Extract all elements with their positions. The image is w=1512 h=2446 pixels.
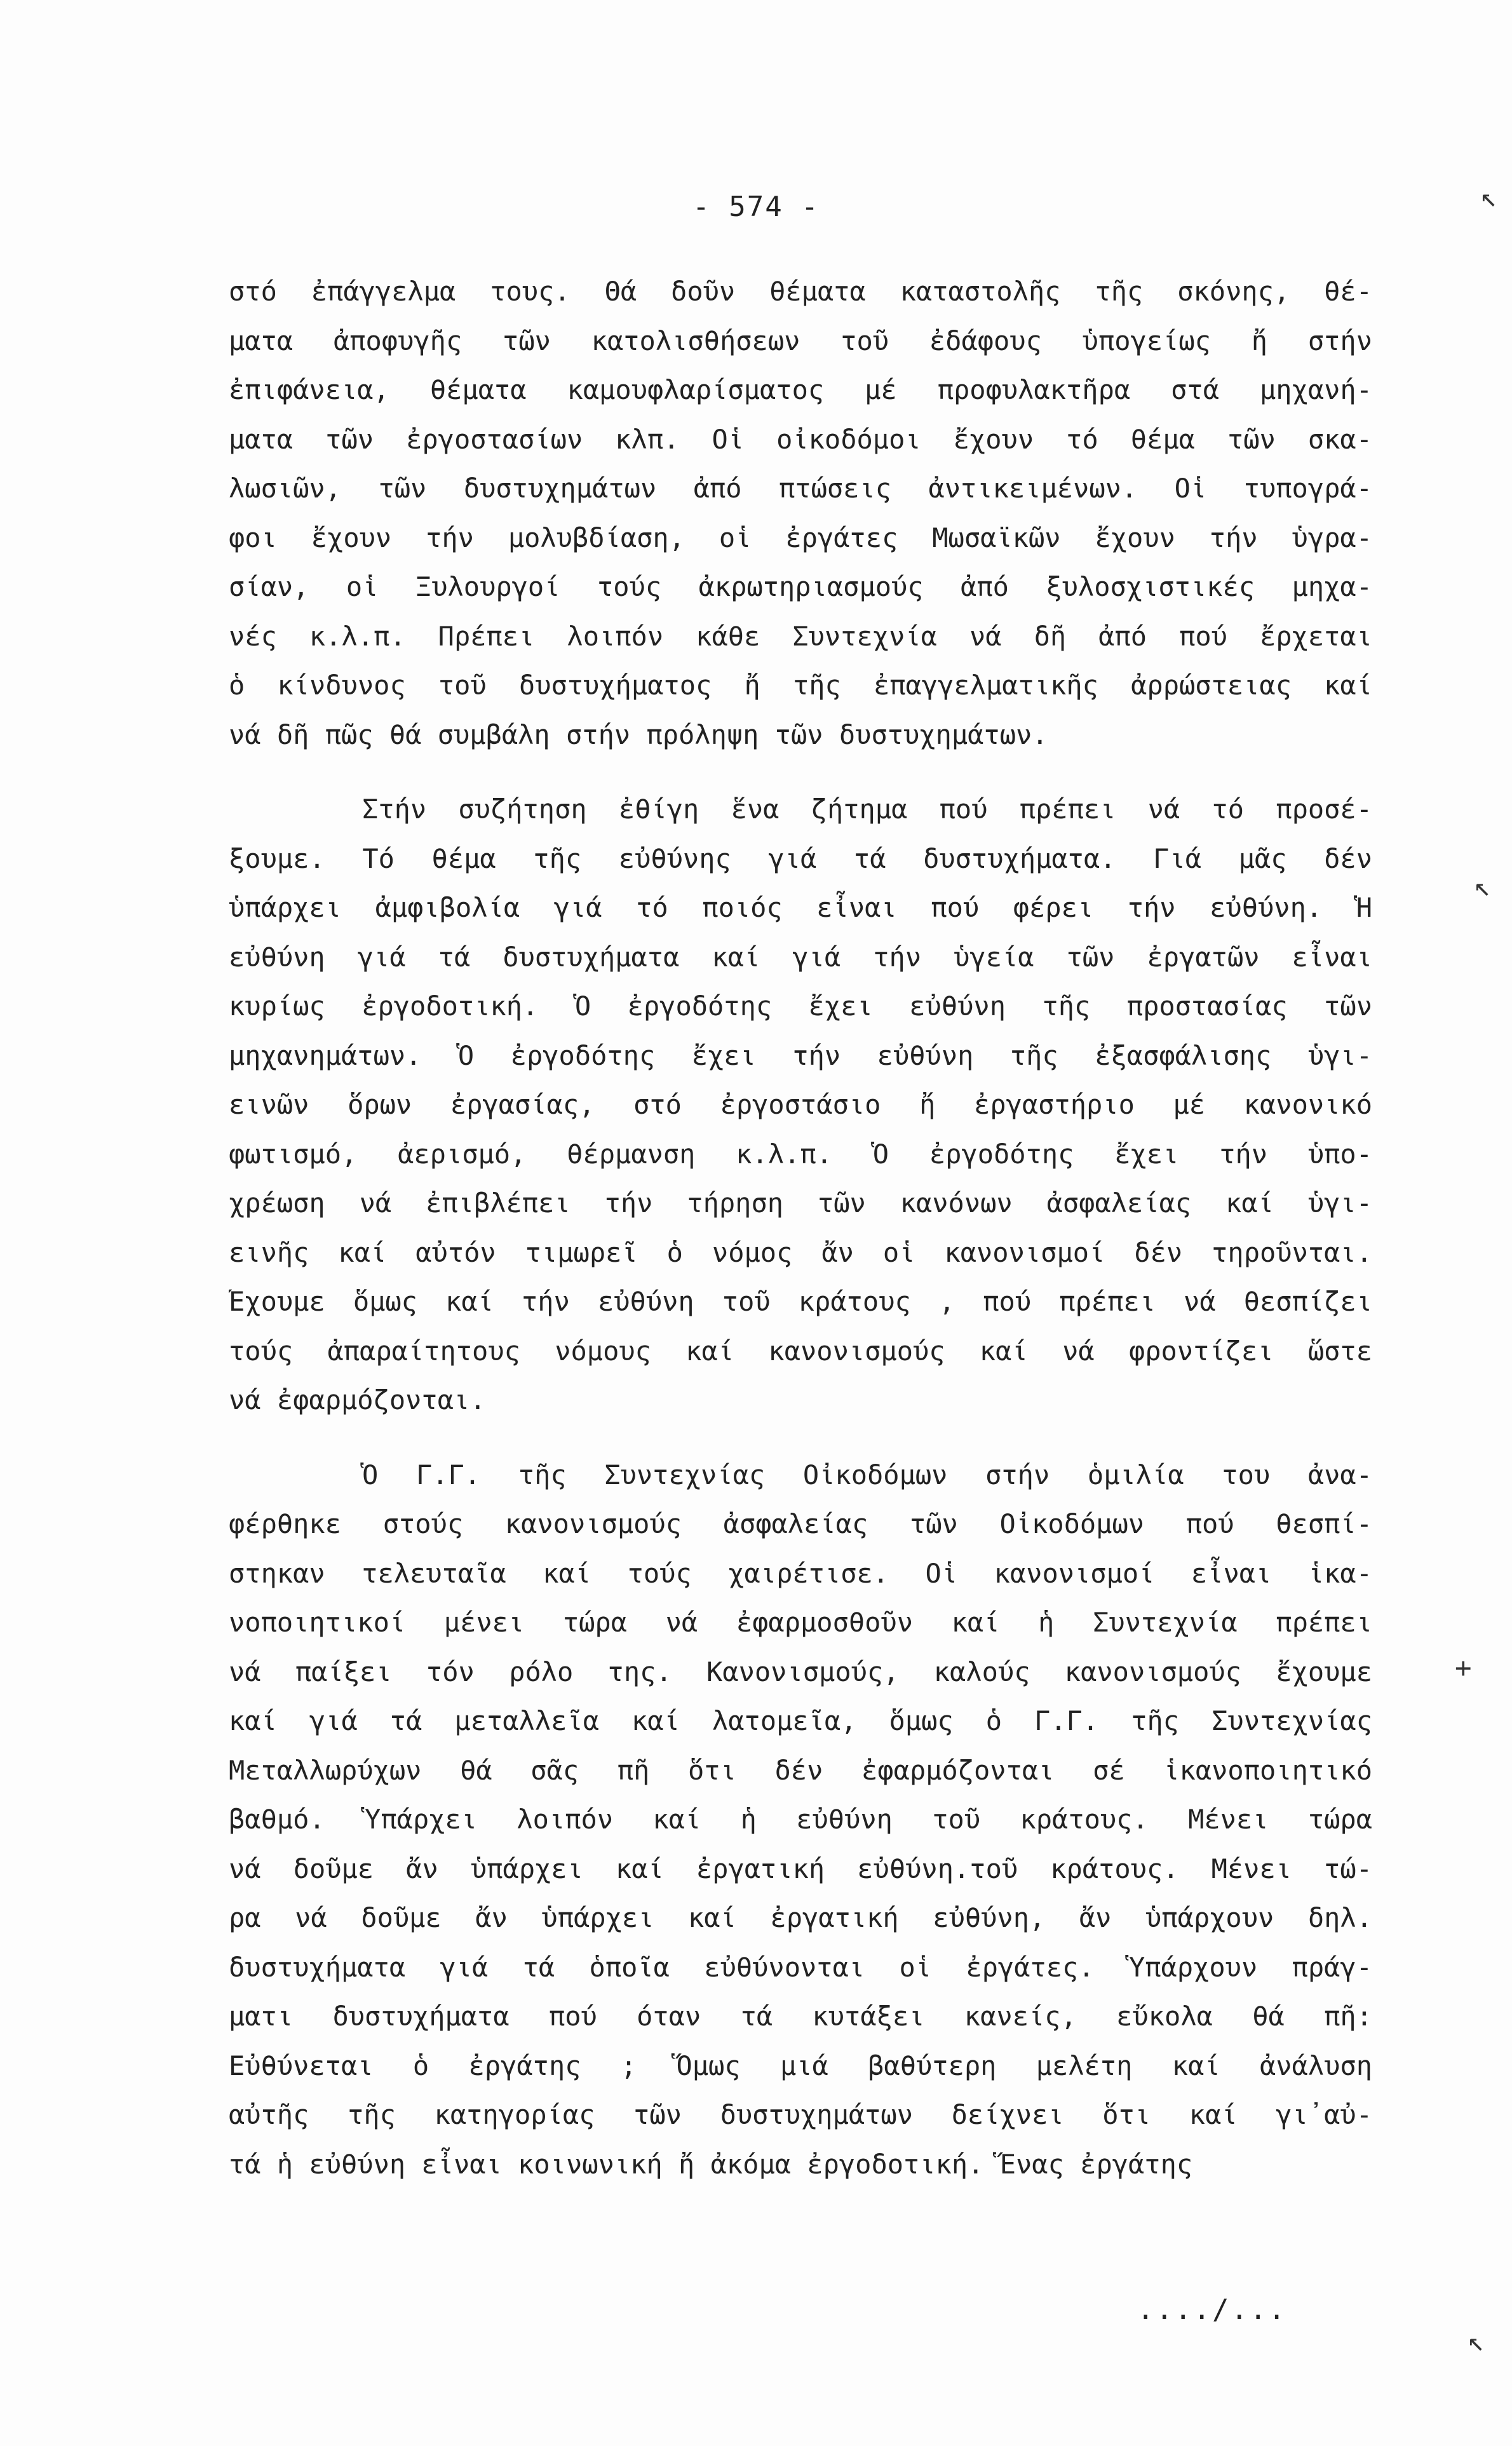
text-line: στηκαν τελευταῖα καί τούς χαιρέτισε. Οἱ κανονισμοί εἶναι ἱκα- <box>229 1557 1372 1589</box>
margin-mark: ↖ <box>1480 181 1497 213</box>
text-line: φοι ἔχουν τήν μολυβδίαση, οἱ ἐργάτες Μωσαϊκῶν ἔχουν τήν ὑγρα- <box>229 522 1372 553</box>
text-line: φωτισμό, ἀερισμό, θέρμανση κ.λ.π. Ὁ ἐργοδότης ἔχει τήν ὑπο- <box>229 1138 1372 1170</box>
text-line: νοποιητικοί μένει τώρα νά ἐφαρμοσθοῦν καί ἡ Συντεχνία πρέπει <box>229 1607 1372 1638</box>
text-line: αὐτῆς τῆς κατηγορίας τῶν δυστυχημάτων δείχνει ὅτι καί γι᾽αὐ- <box>229 2099 1372 2130</box>
text-line: τούς ἀπαραίτητους νόμους καί κανονισμούς καί νά φροντίζει ὥστε <box>229 1335 1372 1367</box>
text-line: στό ἐπάγγελμα τους. Θά δοῦν θέματα καταστολῆς τῆς σκόνης, θέ- <box>229 276 1372 307</box>
margin-mark: ↖ <box>1474 870 1491 903</box>
text-line: Μεταλλωρύχων θά σᾶς πῆ ὅτι δέν ἐφαρμόζονται σέ ἱκανοποιητικό <box>229 1754 1372 1786</box>
text-line: νά δῆ πῶς θά συμβάλη στήν πρόληψη τῶν δυστυχημάτων. <box>229 719 1048 750</box>
text-line: ματα ἀποφυγῆς τῶν κατολισθήσεων τοῦ ἐδάφους ὑπογείως ἤ στήν <box>229 325 1372 356</box>
text-line: νά δοῦμε ἄν ὑπάρχει καί ἐργατική εὐθύνη.τοῦ κράτους. Μένει τώ- <box>229 1853 1372 1884</box>
text-line: τά ἡ εὐθύνη εἶναι κοινωνική ἤ ἀκόμα ἐργοδοτική. Ἕνας ἐργάτης <box>229 2148 1193 2180</box>
text-line: εὐθύνη γιά τά δυστυχήματα καί γιά τήν ὑγεία τῶν ἐργατῶν εἶναι <box>229 941 1372 973</box>
text-line: δυστυχήματα γιά τά ὁποῖα εὐθύνονται οἱ ἐργάτες. Ὑπάρχουν πράγ- <box>229 1951 1372 1983</box>
text-line: Ἔχουμε ὅμως καί τήν εὐθύνη τοῦ κράτους , πού πρέπει νά θεσπίζει <box>229 1286 1372 1317</box>
margin-mark: ↖ <box>1468 2325 1485 2358</box>
text-line: ὁ κίνδυνος τοῦ δυστυχήματος ἤ τῆς ἐπαγγελματικῆς ἀρρώστειας καί <box>229 670 1372 701</box>
text-line: ὑπάρχει ἀμφιβολία γιά τό ποιός εἶναι πού φέρει τήν εὐθύνη. Ἡ <box>229 892 1372 923</box>
body-text <box>229 267 1372 2189</box>
continuation-marker: ..../... <box>1137 2294 1287 2326</box>
text-line: μηχανημάτων. Ὁ ἐργοδότης ἔχει τήν εὐθύνη τῆς ἐξασφάλισης ὑγι- <box>229 1039 1372 1071</box>
text-line: βαθμό. Ὑπάρχει λοιπόν καί ἡ εὐθύνη τοῦ κράτους. Μένει τώρα <box>229 1804 1372 1835</box>
paragraph <box>229 267 1372 759</box>
text-line: ματα τῶν ἐργοστασίων κλπ. Οἱ οἰκοδόμοι ἔχουν τό θέμα τῶν σκα- <box>229 423 1372 455</box>
text-line: νά παίξει τόν ρόλο της. Κανονισμούς, καλούς κανονισμούς ἔχουμε <box>229 1656 1372 1687</box>
text-line: κυρίως ἐργοδοτική. Ὁ ἐργοδότης ἔχει εὐθύνη τῆς προστασίας τῶν <box>229 990 1372 1022</box>
text-line: εινῆς καί αὐτόν τιμωρεῖ ὁ νόμος ἄν οἱ κανονισμοί δέν τηροῦνται. <box>229 1236 1372 1268</box>
text-line: νά ἐφαρμόζονται. <box>229 1384 486 1416</box>
text-line: ματι δυστυχήματα πού όταν τά κυτάξει κανείς, εὔκολα θά πῆ: <box>229 2001 1372 2032</box>
text-line: εινῶν ὅρων ἐργασίας, στό ἐργοστάσιο ἤ ἐργαστήριο μέ κανονικό <box>229 1089 1372 1120</box>
text-line: Στήν συζήτηση ἐθίγη ἕνα ζήτημα πού πρέπει νά τό προσέ- <box>362 794 1372 825</box>
text-line: ξουμε. Τό θέμα τῆς εὐθύνης γιά τά δυστυχήματα. Γιά μᾶς δέν <box>229 842 1372 874</box>
text-line: χρέωση νά ἐπιβλέπει τήν τήρηση τῶν κανόνων ἀσφαλείας καί ὑγι- <box>229 1187 1372 1219</box>
text-line: καί γιά τά μεταλλεῖα καί λατομεῖα, ὅμως ὁ Γ.Γ. τῆς Συντεχνίας <box>229 1705 1372 1736</box>
text-line: Ὁ Γ.Γ. τῆς Συντεχνίας Οἰκοδόμων στήν ὁμιλία του ἀνα- <box>362 1459 1372 1490</box>
paragraph <box>229 785 1372 1425</box>
margin-mark: + <box>1455 1652 1472 1684</box>
text-line: σίαν, οἱ Ξυλουργοί τούς ἀκρωτηριασμούς ἀπό ξυλοσχιστικές μηχα- <box>229 571 1372 602</box>
paragraph <box>229 1450 1372 2189</box>
text-line: φέρθηκε στούς κανονισμούς ἀσφαλείας τῶν Οἰκοδόμων πού θεσπί- <box>229 1508 1372 1539</box>
text-line: λωσιῶν, τῶν δυστυχημάτων ἀπό πτώσεις ἀντικειμένων. Οἱ τυπογρά- <box>229 473 1372 504</box>
text-line: ρα νά δοῦμε ἄν ὑπάρχει καί ἐργατική εὐθύνη, ἄν ὑπάρχουν δηλ. <box>229 1902 1372 1933</box>
text-line: Εὐθύνεται ὁ ἐργάτης ; Ὅμως μιά βαθύτερη μελέτη καί ἀνάλυση <box>229 2050 1372 2081</box>
text-line: νές κ.λ.π. Πρέπει λοιπόν κάθε Συντεχνία νά δῆ ἀπό πού ἔρχεται <box>229 620 1372 652</box>
page-number: - 574 - <box>692 191 820 223</box>
text-line: ἐπιφάνεια, θέματα καμουφλαρίσματος μέ προφυλακτῆρα στά μηχανή- <box>229 374 1372 405</box>
